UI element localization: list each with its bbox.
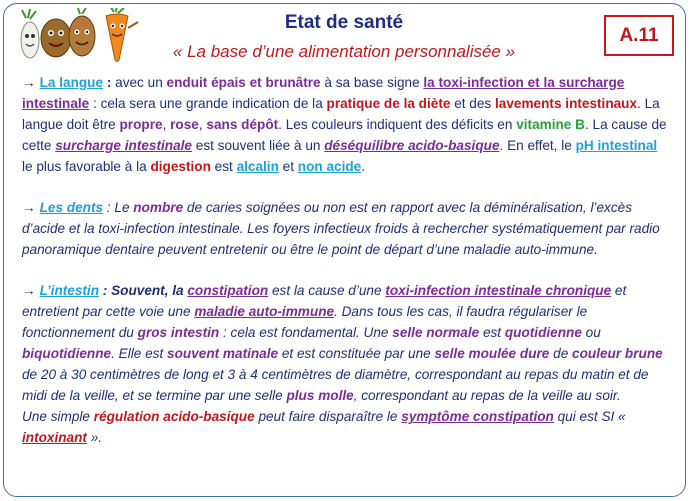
arrow-icon: → [22,283,36,298]
text-span: : cela est fondamental. Une [219,325,393,340]
text-span: et des [450,96,496,111]
text-span: digestion [150,159,211,174]
text-span: peut faire disparaître le [254,409,402,424]
heading-dents: Les dents [39,200,104,215]
heading-langue: La langue [39,75,104,90]
text-span: , correspondant au repas de la veille au soir. [353,388,621,403]
text-span: plus molle [286,388,354,403]
text-span: intoxinant [22,430,87,445]
text-span: pratique de la diète [326,96,451,111]
page-subtitle: « La base d’une alimentation personnalisée » [172,42,516,61]
text-span: maladie auto-immune [194,304,335,319]
text-span: qui est SI « [553,409,626,424]
text-span: lavements intestinaux [495,96,638,111]
text-span: surcharge intestinale [55,138,192,153]
text-span: . La langue doit être [22,96,660,132]
text-span: ou [581,325,601,340]
text-span: ». [86,430,103,445]
text-span: selle normale [392,325,480,340]
text-span: rose [170,117,199,132]
text-span: . Elle est [111,346,168,361]
text-span: biquotidienne [22,346,112,361]
page-frame [3,3,686,497]
text-span: le plus favorable à la [22,159,151,174]
arrow-icon: → [22,200,36,215]
text-span: à sa base signe [320,75,424,90]
text-span: gros intestin [137,325,220,340]
text-span: de 20 à 30 centimètres de long et 3 à 4 centimètres de diamètre, correspondant au repas du matin et de midi de la veille, et se termine par une selle [22,367,649,403]
paragraph-dents [22,197,670,260]
text-span: avec un [115,75,167,90]
text-span: . Les couleurs indiquent des déficits en [278,117,517,132]
vegetable-characters-illustration [18,8,142,64]
content-body [22,72,670,468]
text-span: . La cause de cette [22,117,667,153]
text-span: constipation [187,283,269,298]
text-span: est [210,159,237,174]
heading-intestin: L’intestin [39,283,99,298]
text-span: symptôme constipation [401,409,554,424]
text-span: quotidienne [504,325,582,340]
text-span: : Souvent, la [99,283,188,298]
text-span: souvent matinale [167,346,279,361]
text-span: régulation acido-basique [93,409,255,424]
text-span: nombre [133,200,184,215]
text-span: vitamine B [516,117,585,132]
text-span: Une simple [22,409,94,424]
text-span: alcalin [236,159,279,174]
text-span: . [361,159,366,174]
reference-badge: A.11 [604,15,674,56]
text-span: selle moulée dure [434,346,550,361]
text-span: toxi-infection intestinale chronique [385,283,612,298]
text-span: , [198,117,207,132]
text-span: et entretient par cette voie une [22,283,627,319]
text-span: enduit épais et brunâtre [166,75,321,90]
text-span: . Dans tous les cas, il faudra régulariser le fonctionnement du [22,304,588,340]
text-span: est souvent liée à un [192,138,325,153]
text-span: : [103,75,116,90]
text-span: et est constituée par une [278,346,435,361]
text-span: la toxi-infection et la surcharge intestinale [22,75,625,111]
text-span: sans dépôt [206,117,279,132]
text-span: . En effet, le [499,138,576,153]
arrow-icon: → [22,75,36,90]
text-span: est [479,325,505,340]
text-span: , [162,117,171,132]
page-title: Etat de santé [284,12,404,33]
text-span: pH intestinal [575,138,658,153]
paragraph-intestin [22,280,670,448]
text-span: déséquilibre acido-basique [324,138,500,153]
paragraph-langue [22,72,670,177]
text-span: non acide [297,159,362,174]
text-span: : cela sera une grande indication de la [89,96,327,111]
text-span: de [549,346,573,361]
text-span: couleur brune [572,346,663,361]
text-span: est la cause d’une [268,283,386,298]
text-span: : Le [103,200,134,215]
text-span: propre [119,117,163,132]
text-span: de caries soignées ou non est en rapport avec la déminéralisation, l’excès d’acide et la toxi-infection intestinale. Les foyers infectieux froids à rechercher systématiquement par radio panoramique dentaire peuvent entretenir ou être le point de départ d’une maladie auto-immune. [22,200,660,257]
text-span: et [278,159,298,174]
